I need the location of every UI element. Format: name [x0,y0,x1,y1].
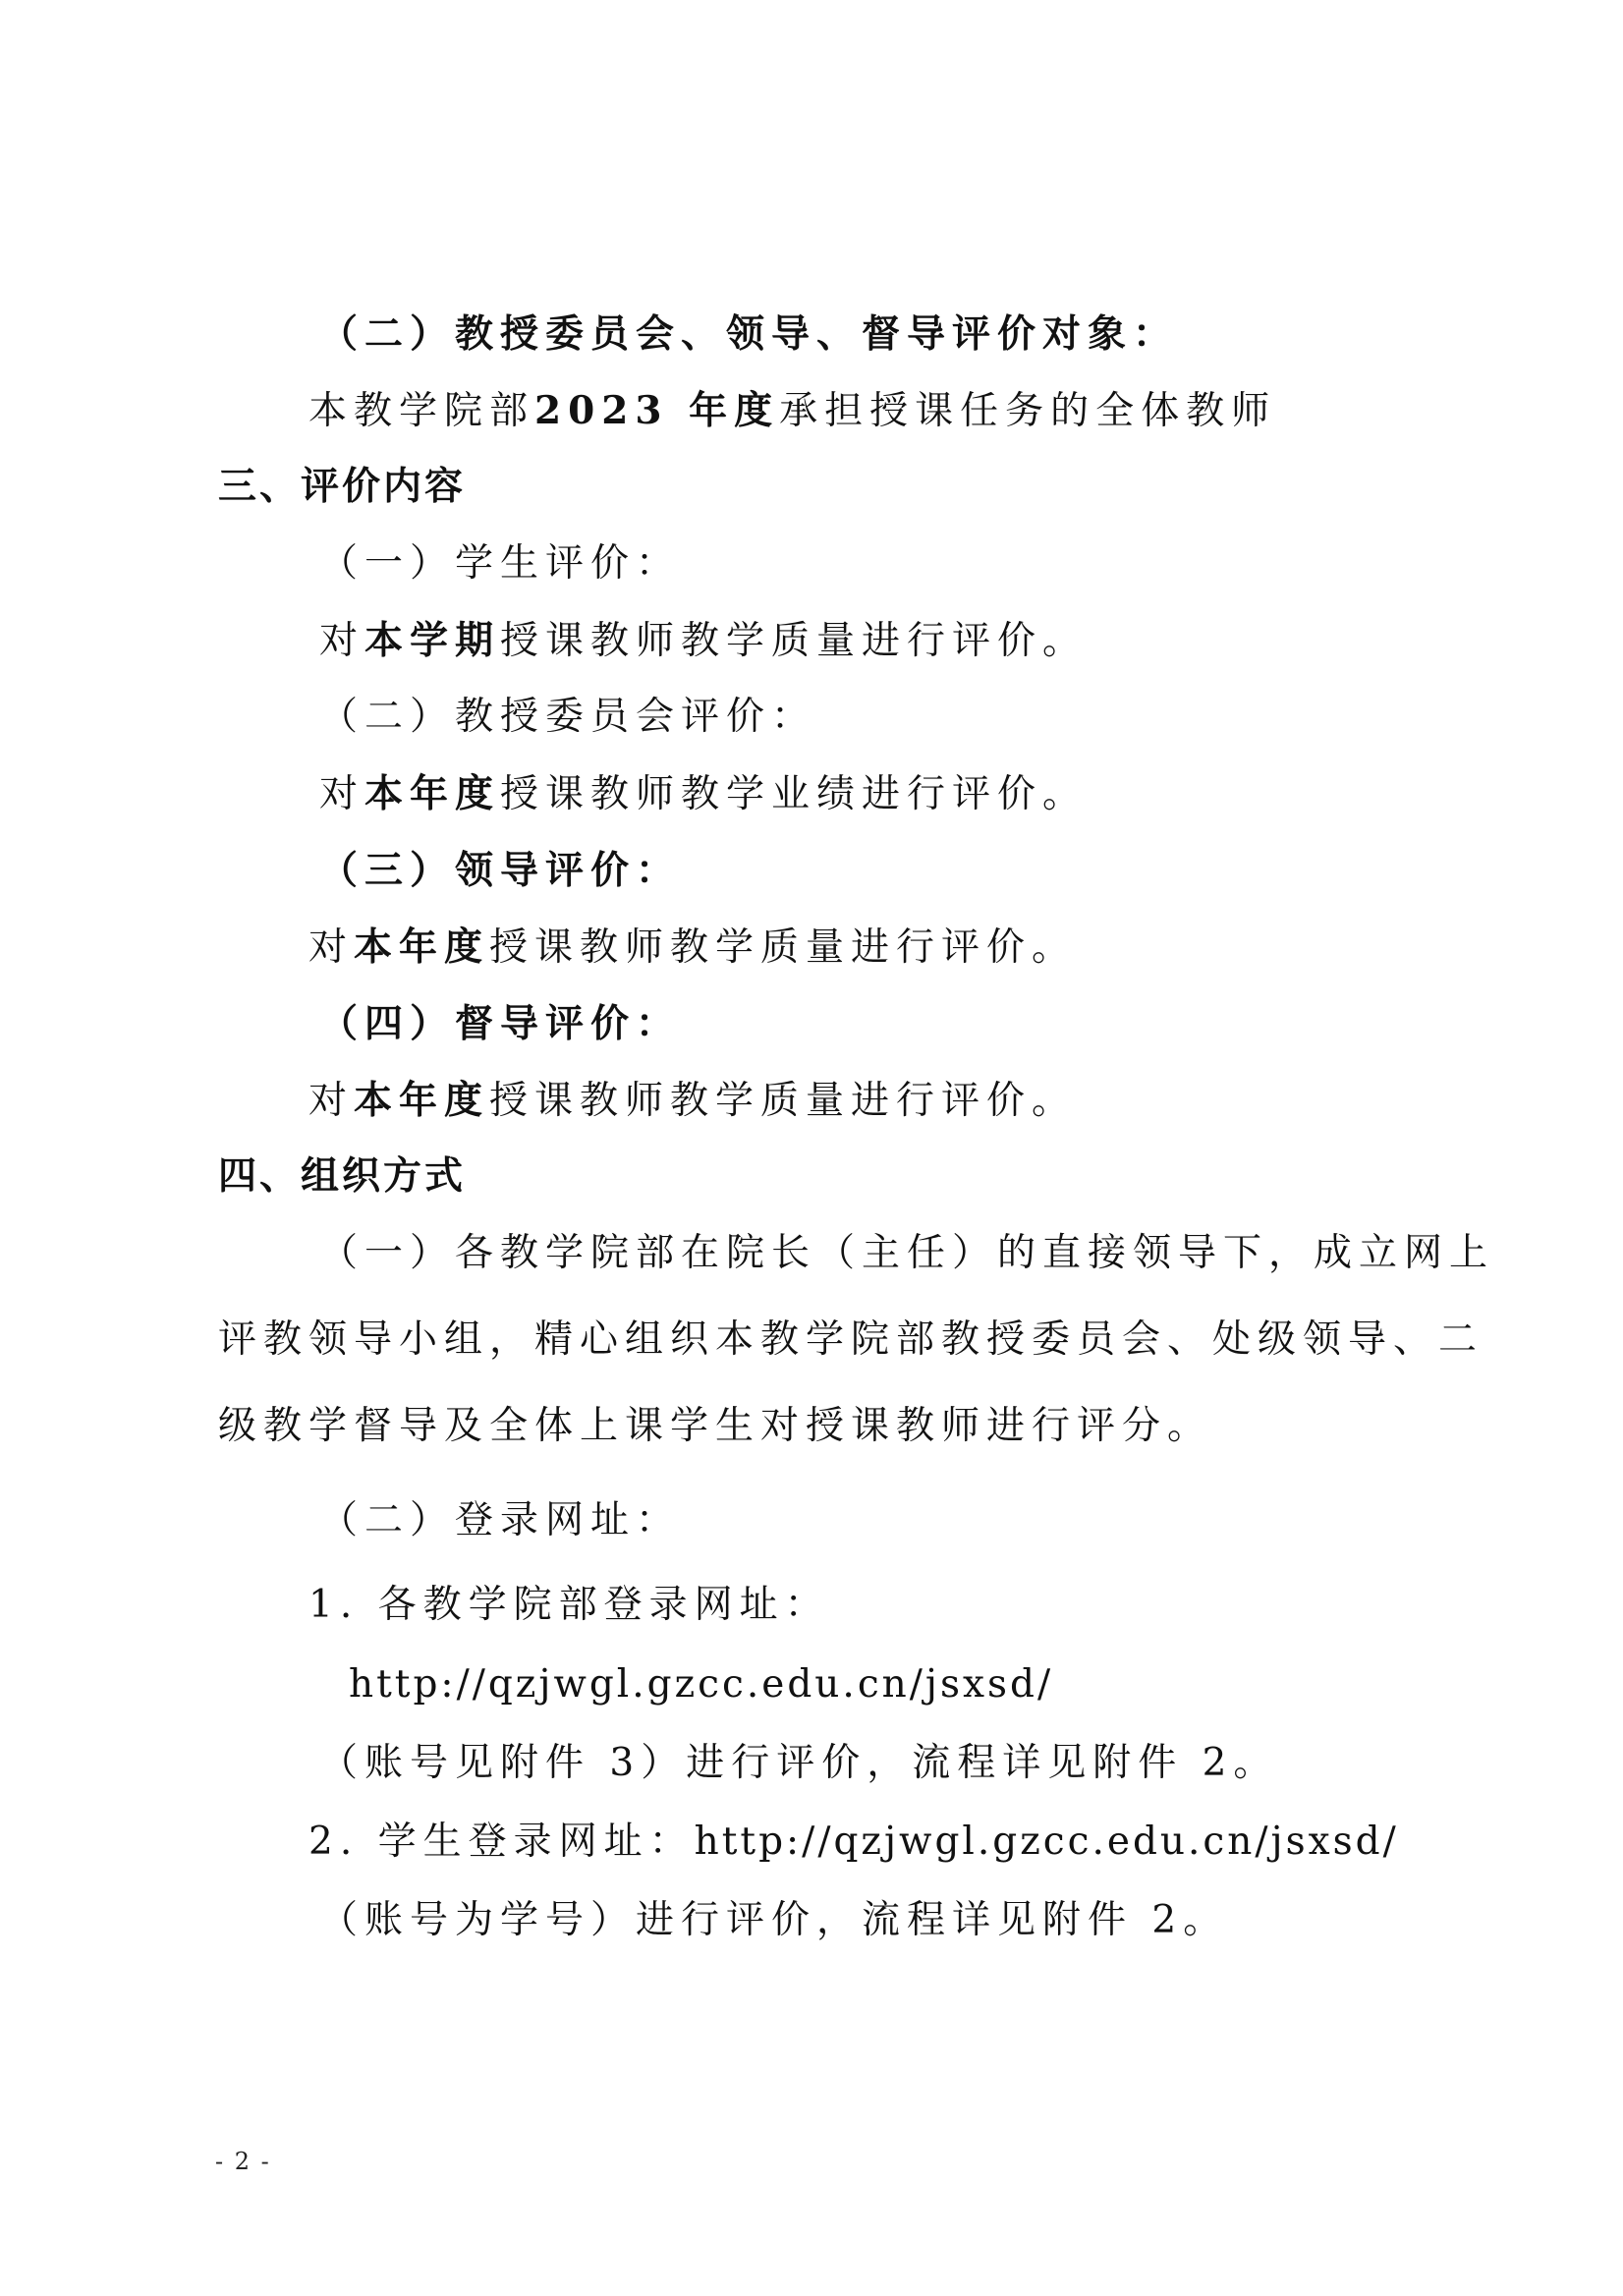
login-item-2-note: （账号为学号）进行评价，流程详见附件 2。 [319,1898,1229,1942]
text-student-evaluation [319,611,1088,671]
text-supervisor-evaluation [308,1071,1077,1131]
text-bold: 2023 年度 [534,388,780,433]
text-prefix: 对 [319,772,365,816]
section-title-organization: 四、组织方式 [218,1154,467,1199]
evaluation-target-text [308,381,1276,441]
login-item-1-url[interactable]: http://qzjwgl.gzcc.edu.cn/jsxsd/ [349,1662,1054,1707]
heading-evaluation-target: （二）教授委员会、领导、督导评价对象： [319,311,1179,357]
sub-heading-student-evaluation: （一）学生评价： [319,541,682,586]
section-title-evaluation-content: 三、评价内容 [218,465,467,509]
sub-heading-leader-evaluation: （三）领导评价： [319,848,682,893]
organization-paragraph-line-1: （一）各教学院部在院长（主任）的直接领导下，成立网上 [319,1231,1495,1275]
text-professor-committee-evaluation [319,764,1088,824]
text-bold: 本学期 [364,618,501,663]
login-item-1-note: （账号见附件 3）进行评价，流程详见附件 2。 [319,1741,1279,1785]
text-suffix: 授课教师教学质量进行评价。 [489,925,1078,970]
login-item-1-label: 1. 各教学院部登录网址： [308,1583,830,1627]
text-suffix: 授课教师教学业绩进行评价。 [500,772,1089,816]
text-bold: 本年度 [364,771,501,816]
text-bold: 本年度 [354,1078,490,1123]
text-prefix: 对 [308,925,355,970]
sub-heading-supervisor-evaluation: （四）督导评价： [319,1001,682,1046]
text-prefix: 对 [319,619,365,663]
text-suffix: 授课教师教学质量进行评价。 [489,1079,1078,1123]
page-number: - 2 - [215,2148,271,2175]
organization-paragraph-line-2: 评教领导小组，精心组织本教学院部教授委员会、处级领导、二 [218,1317,1484,1362]
text-suffix: 授课教师教学质量进行评价。 [500,619,1089,663]
text-prefix: 对 [308,1079,355,1123]
login-item-2 [308,1813,1399,1872]
login-item-2-label: 2. 学生登录网址： [308,1820,695,1864]
login-item-2-url[interactable]: http://qzjwgl.gzcc.edu.cn/jsxsd/ [694,1820,1399,1864]
organization-paragraph-line-3: 级教学督导及全体上课学生对授课教师进行评分。 [218,1404,1213,1448]
sub-heading-professor-committee-evaluation: （二）教授委员会评价： [319,695,817,739]
text-leader-evaluation [308,918,1077,978]
text-bold: 本年度 [354,924,490,970]
text-prefix: 本教学院部 [308,389,535,433]
sub-heading-login-url: （二）登录网址： [319,1498,682,1542]
text-suffix: 承担授课任务的全体教师 [779,389,1277,433]
